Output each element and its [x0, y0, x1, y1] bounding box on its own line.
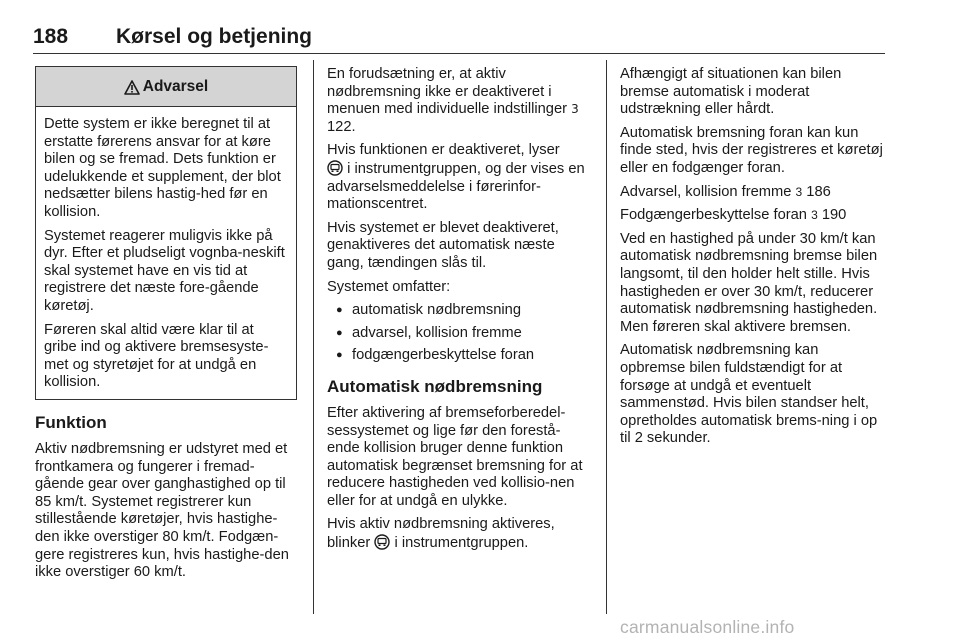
column-divider [313, 60, 314, 614]
paragraph: Systemet omfatter: [327, 278, 451, 295]
paragraph: Fodgængerbeskyttelse foran 3 190 [620, 207, 847, 224]
paragraph: Hvis aktiv nødbremsning aktiveres, blinker i instrumentgruppen. [327, 516, 555, 552]
funktion-paragraph: Aktiv nødbremsning er udstyret med et frontkamera og fungerer i fremad-gående gear over ganghastighed op til 85 km/t. Systemet registrerer kun stillestående køretøjer, hvis hastighe-den ikke overstiger 80 km/t. Fodgæn-gere registreres kun, hvis hastighe-den ikke overstiger 60 km/t. [35, 441, 289, 581]
paragraph: En forudsætning er, at aktiv nødbremsning ikke er deaktiveret i menuen med individuelle indstillinger 3 122. [327, 66, 579, 135]
warning-paragraph: Systemet reagerer muligvis ikke på dyr. Efter et pludseligt vognba-neskift skal systemet have en vis tid at registrere det næste fore-gående køretøj. [44, 227, 285, 314]
page-reference-link[interactable]: 190 [821, 207, 847, 224]
paragraph: Advarsel, kollision fremme 3 186 [620, 183, 831, 200]
page-ref-arrow-icon: 3 [571, 102, 579, 117]
page-ref-arrow-icon: 3 [795, 184, 803, 199]
page-number: 188 [33, 25, 69, 48]
collision-warning-icon [374, 534, 390, 550]
watermark: carmanualsonline.info [620, 617, 795, 637]
warning-header [36, 67, 296, 107]
paragraph: Automatisk bremsning foran kan kun finde sted, hvis der registreres et køretøj eller en fodgænger foran. [620, 124, 883, 176]
warning-box [35, 66, 297, 400]
page-reference-link[interactable]: 186 [806, 183, 831, 200]
bullet-list [327, 302, 593, 365]
paragraph: Afhængigt af situationen kan bilen bremse automatisk i moderat udstrækning eller hårdt. [620, 66, 842, 118]
funktion-section [35, 413, 297, 588]
warning-paragraph: Føreren skal altid være klar til at gribe ind og aktivere bremsesyste-met og styretøjet for at undgå en kollision. [44, 321, 269, 391]
collision-warning-icon [327, 160, 343, 176]
list-item: ● fodgængerbeskyttelse foran [327, 347, 593, 365]
column-divider [606, 60, 607, 614]
warning-body [36, 107, 296, 392]
paragraph: Automatisk nødbremsning kan opbremse bilen fuldstændigt for at forsøge at undgå et eventuelt sammenstød. Hvis bilen standser helt, opretholdes automatisk brems-ning i op til 2 sekunder. [620, 342, 878, 447]
section-heading: Funktion [35, 413, 107, 432]
page-reference-link[interactable]: 122. [327, 118, 356, 135]
column-right [620, 66, 886, 454]
warning-title: Advarsel [142, 77, 209, 95]
column-middle [327, 66, 593, 559]
warning-triangle-icon [124, 80, 140, 95]
page-ref-arrow-icon: 3 [811, 208, 818, 223]
page-title: Kørsel og betjening [116, 25, 313, 48]
paragraph: Efter aktivering af bremseforberedel-sessystemet og lige før den forestå-ende kollision bruger denne funktion automatisk begrænset bremsning for at reducere hastigheden ved kollisio-nen eller for at undgå en ulykke. [327, 404, 583, 509]
page-header [33, 25, 885, 54]
list-item: ● advarsel, kollision fremme [327, 325, 593, 343]
warning-paragraph: Dette system er ikke beregnet til at erstatte førerens ansvar for at køre bilen og se fremad. Dets funktion er udelukkende et supplement, der blot nedsætter bilens hastig-hed før en kollision. [44, 116, 281, 220]
list-item: ● automatisk nødbremsning [327, 302, 593, 320]
section-heading: Automatisk nødbremsning [327, 376, 543, 396]
paragraph: Hvis funktionen er deaktiveret, lyser i instrumentgruppen, og der vises en advarselsmeddelelse i førerinfor-mationscentret. [327, 142, 585, 213]
paragraph: Hvis systemet er blevet deaktiveret, genaktiveres det automatisk næste gang, tændingen slås til. [327, 219, 559, 271]
paragraph: Ved en hastighed på under 30 km/t kan automatisk nødbremsning bremse bilen langsomt, til den holder helt stille. Hvis hastigheden er over 30 km/t, reducerer automatisk nødbremsning hastigheden. Men føreren skal aktivere bremsen. [620, 230, 878, 335]
